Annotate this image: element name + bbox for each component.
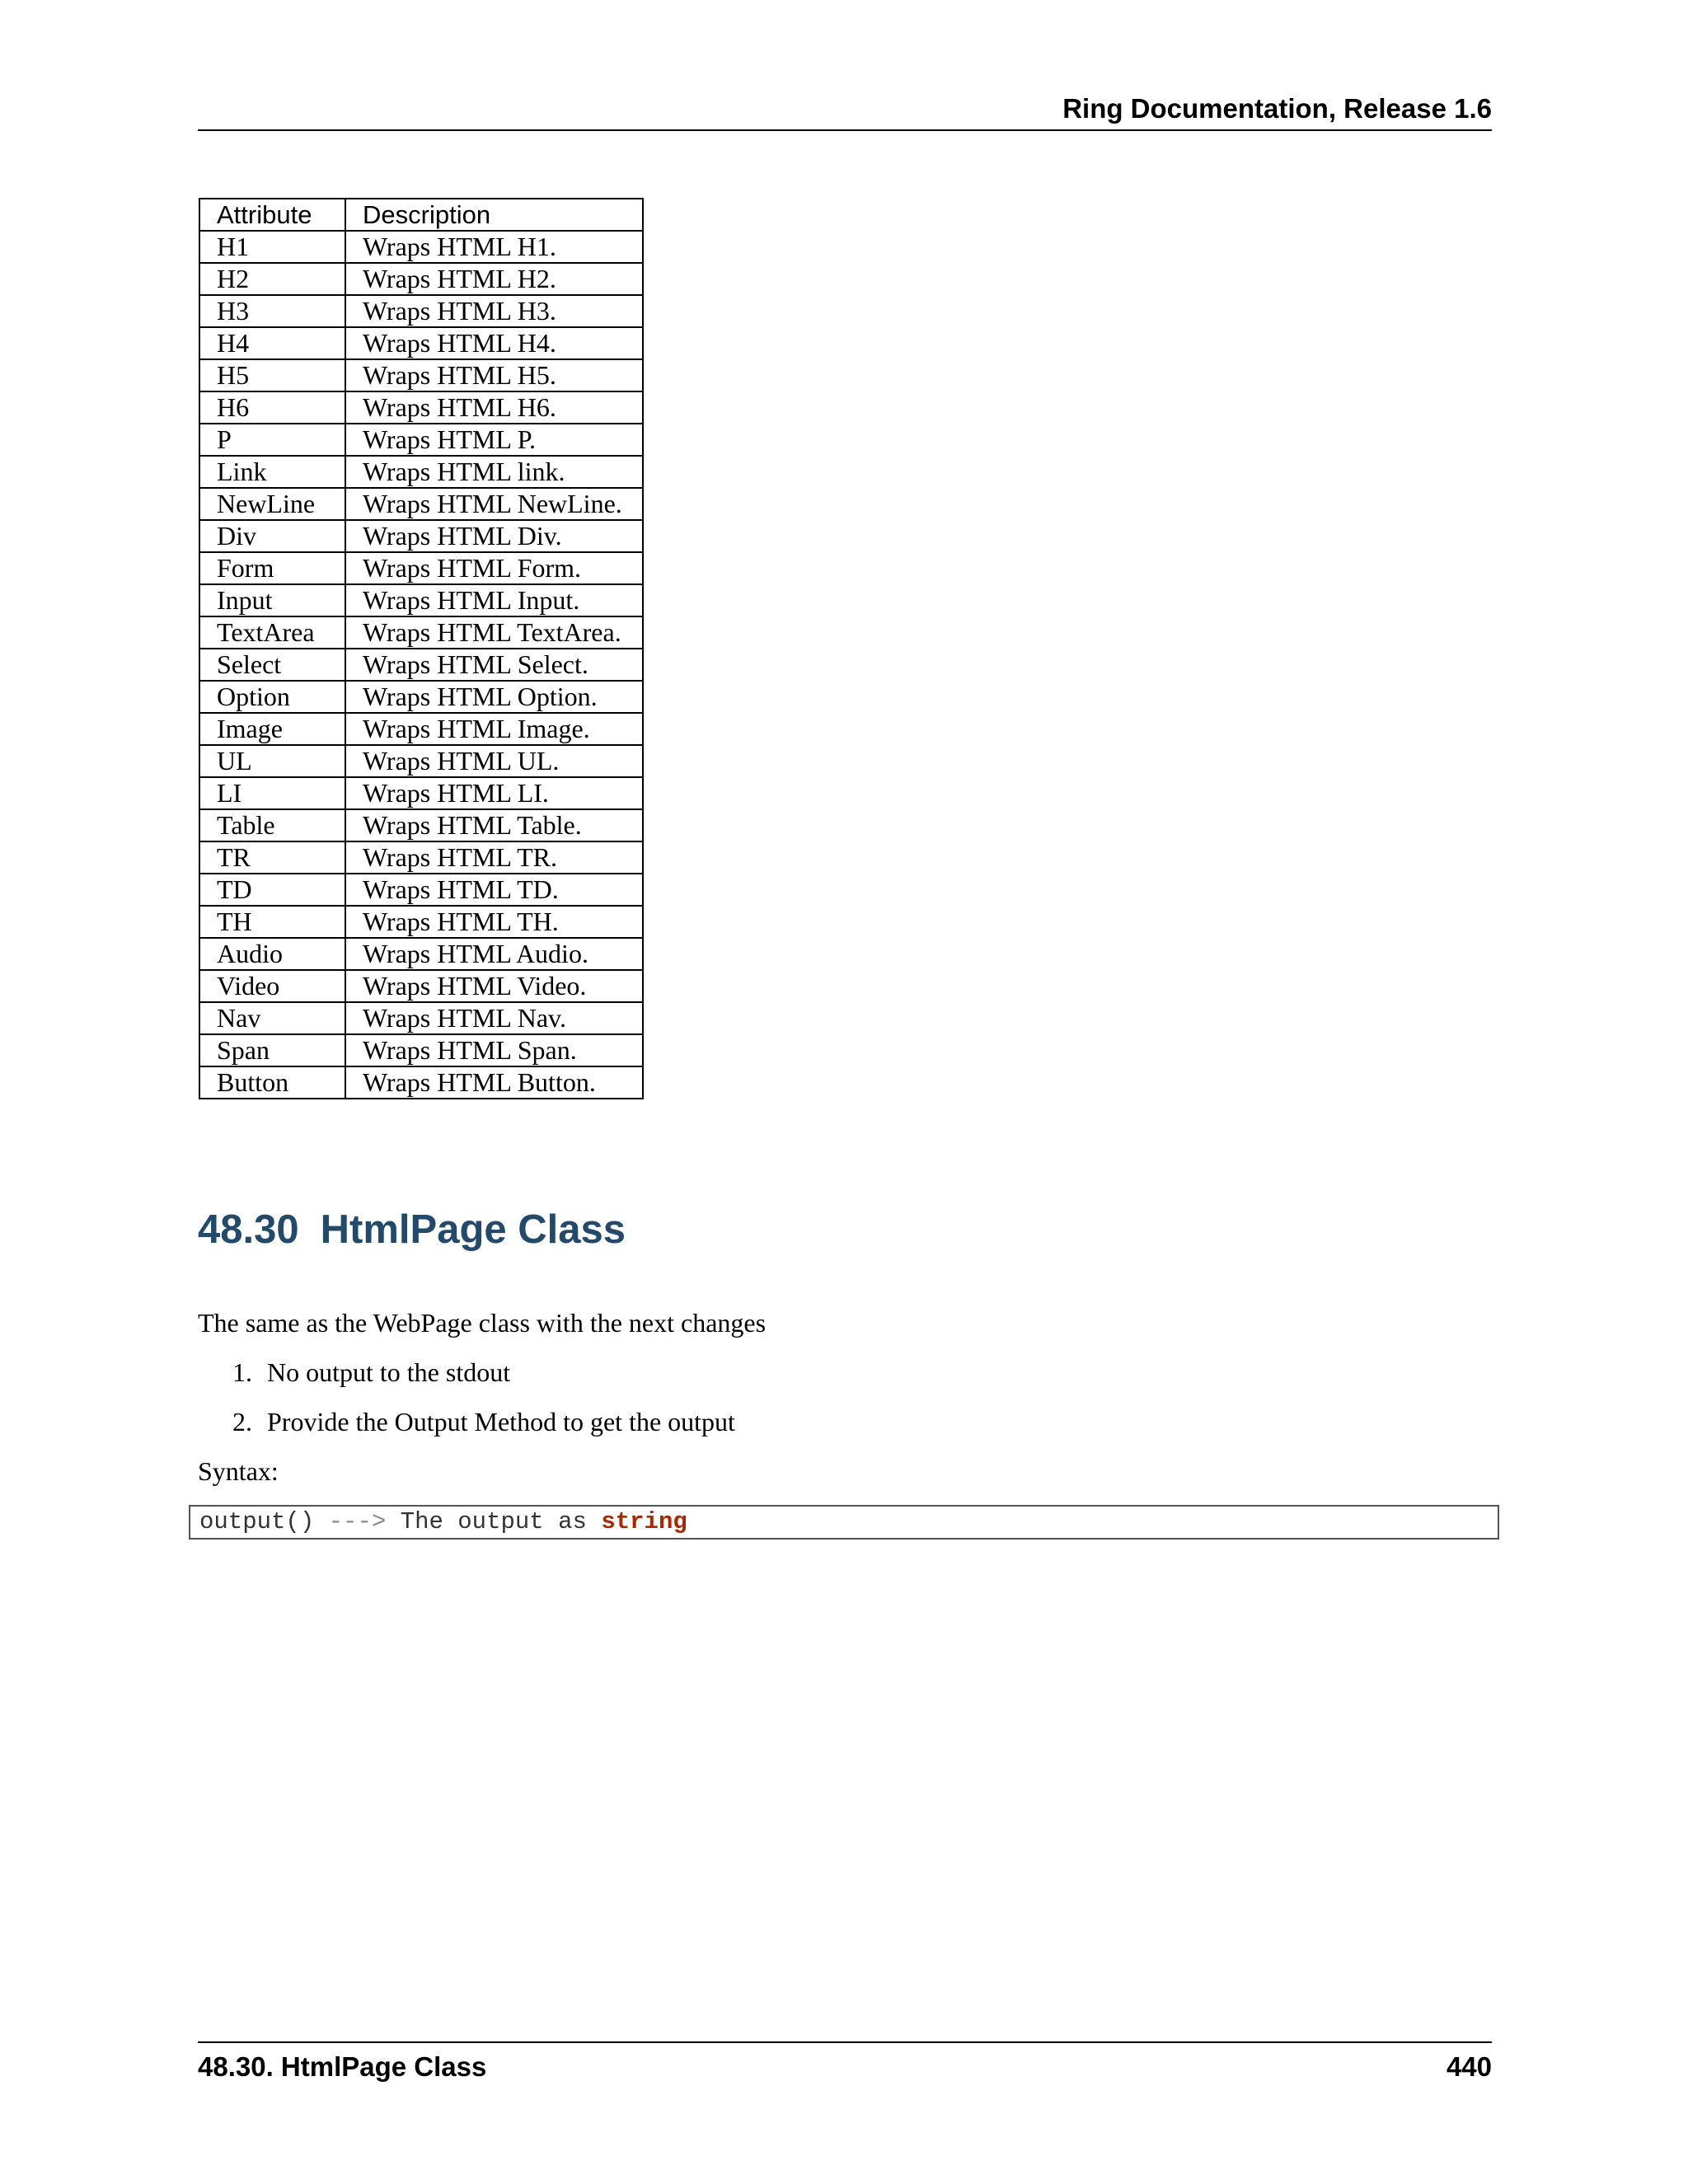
description-cell: Wraps HTML Nav. bbox=[345, 1002, 643, 1034]
list-item bbox=[232, 1405, 735, 1438]
attribute-cell: Option bbox=[199, 681, 345, 713]
attribute-cell: TextArea bbox=[199, 616, 345, 649]
description-cell: Wraps HTML UL. bbox=[345, 745, 643, 777]
table-row bbox=[199, 520, 643, 552]
description-cell: Wraps HTML TH. bbox=[345, 906, 643, 938]
attribute-cell: Video bbox=[199, 970, 345, 1002]
description-cell: Wraps HTML H4. bbox=[345, 327, 643, 359]
list-marker: 2. bbox=[232, 1407, 252, 1436]
table-row bbox=[199, 745, 643, 777]
section-title: HtmlPage Class bbox=[320, 1207, 626, 1252]
description-cell: Wraps HTML NewLine. bbox=[345, 488, 643, 520]
description-cell: Wraps HTML Image. bbox=[345, 713, 643, 745]
table-body bbox=[199, 231, 643, 1099]
code-keyword: string bbox=[601, 1508, 687, 1535]
attribute-cell: Div bbox=[199, 520, 345, 552]
description-cell: Wraps HTML Form. bbox=[345, 552, 643, 584]
attribute-cell: H3 bbox=[199, 295, 345, 327]
table-row bbox=[199, 874, 643, 906]
code-call: output() bbox=[199, 1508, 315, 1535]
intro-paragraph: The same as the WebPage class with the next changes bbox=[198, 1308, 767, 1338]
table-row bbox=[199, 488, 643, 520]
description-cell: Wraps HTML H2. bbox=[345, 263, 643, 295]
description-cell: Wraps HTML link. bbox=[345, 456, 643, 488]
list-item-text: No output to the stdout bbox=[267, 1357, 511, 1387]
table-row bbox=[199, 649, 643, 681]
attribute-cell: Table bbox=[199, 809, 345, 841]
table-row bbox=[199, 263, 643, 295]
column-header-attribute: Attribute bbox=[199, 199, 345, 231]
attribute-cell: Audio bbox=[199, 938, 345, 970]
table-row bbox=[199, 713, 643, 745]
description-cell: Wraps HTML H5. bbox=[345, 359, 643, 391]
code-text: The output as bbox=[400, 1508, 587, 1535]
description-cell: Wraps HTML Div. bbox=[345, 520, 643, 552]
attribute-cell: UL bbox=[199, 745, 345, 777]
description-cell: Wraps HTML TextArea. bbox=[345, 616, 643, 649]
attribute-cell: LI bbox=[199, 777, 345, 809]
table-row bbox=[199, 231, 643, 263]
list-marker: 1. bbox=[232, 1357, 252, 1387]
attribute-cell: H1 bbox=[199, 231, 345, 263]
description-cell: Wraps HTML LI. bbox=[345, 777, 643, 809]
attribute-cell: Link bbox=[199, 456, 345, 488]
description-cell: Wraps HTML Option. bbox=[345, 681, 643, 713]
table-header-row bbox=[199, 199, 643, 231]
description-cell: Wraps HTML TD. bbox=[345, 874, 643, 906]
page-number: 440 bbox=[1446, 2051, 1492, 2082]
table-row bbox=[199, 938, 643, 970]
attribute-table bbox=[199, 198, 644, 1099]
attribute-cell: P bbox=[199, 424, 345, 456]
code-arrow: ---> bbox=[328, 1508, 387, 1535]
table-row bbox=[199, 970, 643, 1002]
table-row bbox=[199, 906, 643, 938]
running-header: Ring Documentation, Release 1.6 bbox=[1062, 93, 1492, 124]
description-cell: Wraps HTML Select. bbox=[345, 649, 643, 681]
attribute-cell: H2 bbox=[199, 263, 345, 295]
table-row bbox=[199, 1066, 643, 1099]
syntax-label: Syntax: bbox=[198, 1456, 279, 1486]
description-cell: Wraps HTML P. bbox=[345, 424, 643, 456]
list-item bbox=[232, 1356, 510, 1389]
description-cell: Wraps HTML H1. bbox=[345, 231, 643, 263]
description-cell: Wraps HTML Audio. bbox=[345, 938, 643, 970]
footer-section: 48.30. HtmlPage Class bbox=[198, 2051, 487, 2082]
table-row bbox=[199, 681, 643, 713]
table-row bbox=[199, 841, 643, 874]
description-cell: Wraps HTML Video. bbox=[345, 970, 643, 1002]
attribute-cell: Nav bbox=[199, 1002, 345, 1034]
attribute-cell: Span bbox=[199, 1034, 345, 1066]
table-row bbox=[199, 295, 643, 327]
description-cell: Wraps HTML Input. bbox=[345, 584, 643, 616]
description-cell: Wraps HTML H3. bbox=[345, 295, 643, 327]
table-row bbox=[199, 1002, 643, 1034]
table-row bbox=[199, 777, 643, 809]
attribute-cell: TH bbox=[199, 906, 345, 938]
description-cell: Wraps HTML Span. bbox=[345, 1034, 643, 1066]
table-row bbox=[199, 327, 643, 359]
column-header-description: Description bbox=[345, 199, 643, 231]
attribute-cell: TR bbox=[199, 841, 345, 874]
section-number: 48.30 bbox=[198, 1207, 299, 1252]
attribute-cell: Form bbox=[199, 552, 345, 584]
description-cell: Wraps HTML Button. bbox=[345, 1066, 643, 1099]
table-row bbox=[199, 1034, 643, 1066]
table-row bbox=[199, 809, 643, 841]
attribute-cell: Input bbox=[199, 584, 345, 616]
table-row bbox=[199, 616, 643, 649]
description-cell: Wraps HTML TR. bbox=[345, 841, 643, 874]
section-heading bbox=[198, 1205, 626, 1254]
table-row bbox=[199, 359, 643, 391]
attribute-cell: NewLine bbox=[199, 488, 345, 520]
attribute-cell: H5 bbox=[199, 359, 345, 391]
table-row bbox=[199, 584, 643, 616]
table-row bbox=[199, 391, 643, 424]
description-cell: Wraps HTML Table. bbox=[345, 809, 643, 841]
header-rule bbox=[198, 129, 1492, 131]
table-row bbox=[199, 424, 643, 456]
table-row bbox=[199, 552, 643, 584]
list-item-text: Provide the Output Method to get the output bbox=[267, 1407, 735, 1436]
code-block bbox=[189, 1505, 1499, 1540]
description-cell: Wraps HTML H6. bbox=[345, 391, 643, 424]
attribute-cell: Select bbox=[199, 649, 345, 681]
attribute-cell: Image bbox=[199, 713, 345, 745]
attribute-cell: Button bbox=[199, 1066, 345, 1099]
footer-rule bbox=[198, 2041, 1492, 2043]
table-row bbox=[199, 456, 643, 488]
attribute-cell: H4 bbox=[199, 327, 345, 359]
attribute-cell: TD bbox=[199, 874, 345, 906]
attribute-cell: H6 bbox=[199, 391, 345, 424]
